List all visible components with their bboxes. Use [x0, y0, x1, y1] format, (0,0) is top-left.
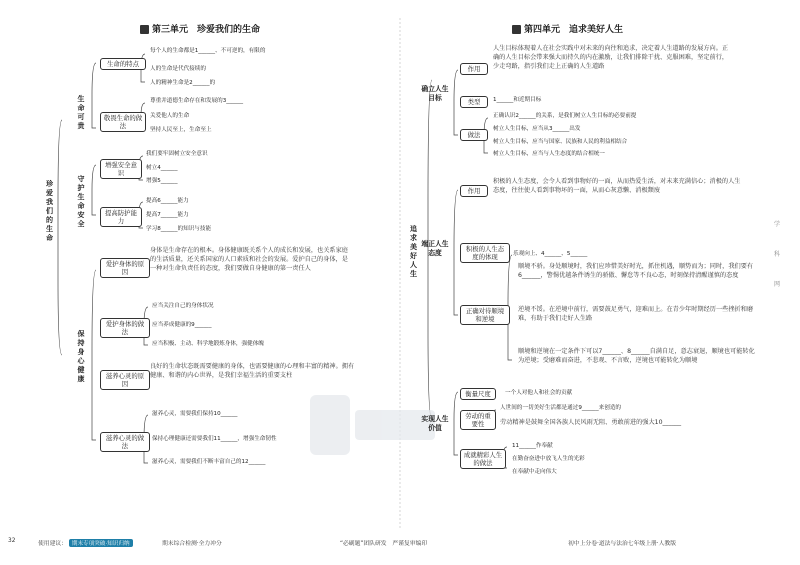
sec-realize-value: 实现人生价值	[421, 415, 449, 432]
sp-2: 提高7______能力	[146, 212, 189, 218]
saf-1: 我们要牢固树立安全意识	[146, 151, 208, 157]
feat-1: 每个人的生命都是1______、不可逆的，有限的	[150, 48, 266, 54]
how-2: 树立人生目标，应当从3______出发	[493, 126, 581, 132]
sec-life-safety: 守护生命安全	[77, 175, 85, 228]
love-body-text: 身体是生命存在的根本。身体健康既关系个人的成长和发展，也关系家庭的生活质量，还关系国家的人口素质和社会的发展。爱护自己的身体，是一种对生命负责任的态度，我们要做自身健康的第一责任人	[150, 247, 348, 272]
sp-1: 提高6______能力	[146, 198, 189, 204]
goal-type-text: 1______和近期目标	[493, 97, 542, 103]
side-watermark: 学 科 网	[774, 221, 787, 288]
mh-3: 滋养心灵，需要我们不断丰富自己的12______	[152, 459, 266, 465]
ach-1: 11______作奉献	[512, 443, 553, 449]
sec-body-mind: 保持身心健康	[77, 330, 85, 383]
usage-tip-label: 使用建议：	[38, 541, 67, 547]
page-number: 32	[8, 538, 16, 544]
feat-2: 人的生命是代代接续的	[150, 66, 206, 72]
box-goal-role: 作用	[460, 63, 488, 75]
face-2: 逆境不馁。在逆境中前行，需要鼓足勇气，迎难而上。在青少年时期经历一些挫折和磨难，有助于我们走好人生路	[518, 306, 754, 322]
bh-3: 应当积极、主动、科学地锻炼身体，强健体魄	[152, 341, 264, 347]
usage-tip-badge: 期末专项突破·知识归纳	[69, 539, 133, 547]
resp-1: 尊重并道德生命存在和发展的3______	[150, 98, 244, 104]
saf-3: 增强5______	[146, 178, 178, 184]
sec-correct-attitude: 端正人生态度	[421, 240, 449, 257]
how-4: 树立人生目标，应当与人生态度的结合相统一	[493, 151, 605, 157]
lab-1: 人世间的一切美好生活都是通过9______来创造的	[500, 405, 622, 411]
book-icon	[140, 25, 149, 34]
box-positive-attitude: 积极的人生态度的体现	[460, 243, 510, 263]
feat-3: 人的精神生命是2______的	[150, 80, 216, 86]
ach-3: 在奉献中走向伟大	[512, 469, 557, 475]
box-respect-life: 敬畏生命的做法	[100, 112, 146, 132]
box-love-body-why: 爱护身体的原因	[100, 258, 150, 278]
mh-1: 滋养心灵，需要我们保持10______	[152, 411, 238, 417]
ach-2: 在勤奋奋进中放飞人生的光彩	[512, 456, 585, 462]
sp-3: 学习8______的知识与技能	[146, 226, 212, 232]
usage-tip	[38, 538, 133, 547]
book-icon	[512, 25, 521, 34]
box-labor: 劳动的重要性	[460, 410, 496, 430]
box-achieve: 成就精彩人生的做法	[460, 449, 506, 469]
mh-2: 保持心理健康还需要我们11______，增强生命韧性	[152, 436, 277, 442]
right-root-label: 追求美好人生	[410, 225, 417, 278]
mind-why-text: 良好的生命状态既需要健康的身体，也需要健康的心理和丰富的精神。拥有健康、和谐的内心世界，是我们幸福生活的重要支柱	[150, 363, 355, 379]
bh-1: 应当关注自己的身体状况	[152, 303, 214, 309]
measure-text: 一个人对他人和社会的贡献	[505, 390, 573, 396]
box-self-protection: 提高防护能力	[100, 207, 142, 227]
footer-mid-2: “必刷题”团队研发 严谨复审编印	[340, 541, 428, 547]
sec-set-goals: 确立人生目标	[421, 85, 449, 102]
attitude-text: 乐观向上、4______、5______	[513, 251, 588, 257]
box-measure: 衡量尺度	[460, 388, 496, 400]
footer-mid-1: 期末综合检测·全力冲分	[162, 541, 222, 547]
box-safety-awareness: 增强安全意识	[100, 159, 142, 179]
saf-2: 树立4______	[146, 165, 178, 171]
goal-role-text: 人生目标体现着人在社会实践中对未来的向往和追求，决定着人生道路的发展方向。正确的人生目标会带来强大而持久的内在激励，让我们排除干扰、克服困难，坚定前行，少走弯路，指引我们走上正确的人生道路	[493, 45, 729, 70]
box-adversity: 正确对待顺境和逆境	[460, 305, 510, 325]
box-love-body-how: 爱护身体的做法	[100, 318, 150, 338]
footer-right: 初中上分卷·道法与法治七年级上册·人教版	[568, 541, 677, 547]
how-1: 正确认识2______的关系，是我们树立人生目标的必要前提	[493, 113, 637, 119]
box-attitude-role: 作用	[460, 185, 488, 197]
box-goal-type: 类型	[460, 96, 488, 108]
box-goal-how: 做法	[460, 129, 488, 141]
resp-3: 坚持人民至上，生命至上	[150, 127, 212, 133]
box-nourish-mind-why: 滋养心灵的原因	[100, 370, 150, 390]
lab-2: 劳动精神是鼓舞全国各族人民风雨无阻、勇敢前进的强大10______	[500, 419, 682, 426]
left-root-label: 珍爱我们的生命	[46, 180, 53, 242]
left-unit-title: 第三单元 珍爱我们的生命	[140, 22, 260, 35]
how-3: 树立人生目标，应当与国家、民族和人民的利益相结合	[493, 139, 628, 145]
right-unit-title: 第四单元 追求美好人生	[512, 22, 623, 35]
box-life-features: 生命的特点	[100, 58, 146, 70]
bh-2: 应当养成健康的9______	[152, 322, 212, 328]
face-1: 顺境不骄。身处顺境时，我们应珍惜美好时光，抓住机遇，顺势而为；同时，我们要有6______，警惕优越条件诱生的骄傲、懈怠等不良心态，时刻保持清醒谨慎的态度	[518, 263, 754, 279]
box-nourish-mind-how: 滋养心灵的做法	[100, 432, 150, 452]
face-3: 顺境和逆境在一定条件下可以7______、8______自满自足，意志衰退，顺境也可能转化为逆境；受磨难而奋进，不悲观、不言败，逆境也可能转化为顺境	[518, 348, 755, 364]
resp-2: 关爱他人的生命	[150, 113, 190, 119]
attitude-role-text: 积极的人生态度，会令人看到事物好的一面，从而热爱生活，对未来充满信心；消极的人生态度，往往使人看到事物坏的一面，从而心灰意懒、消极颓废	[493, 178, 741, 194]
sec-life-precious: 生命可贵	[77, 95, 85, 130]
